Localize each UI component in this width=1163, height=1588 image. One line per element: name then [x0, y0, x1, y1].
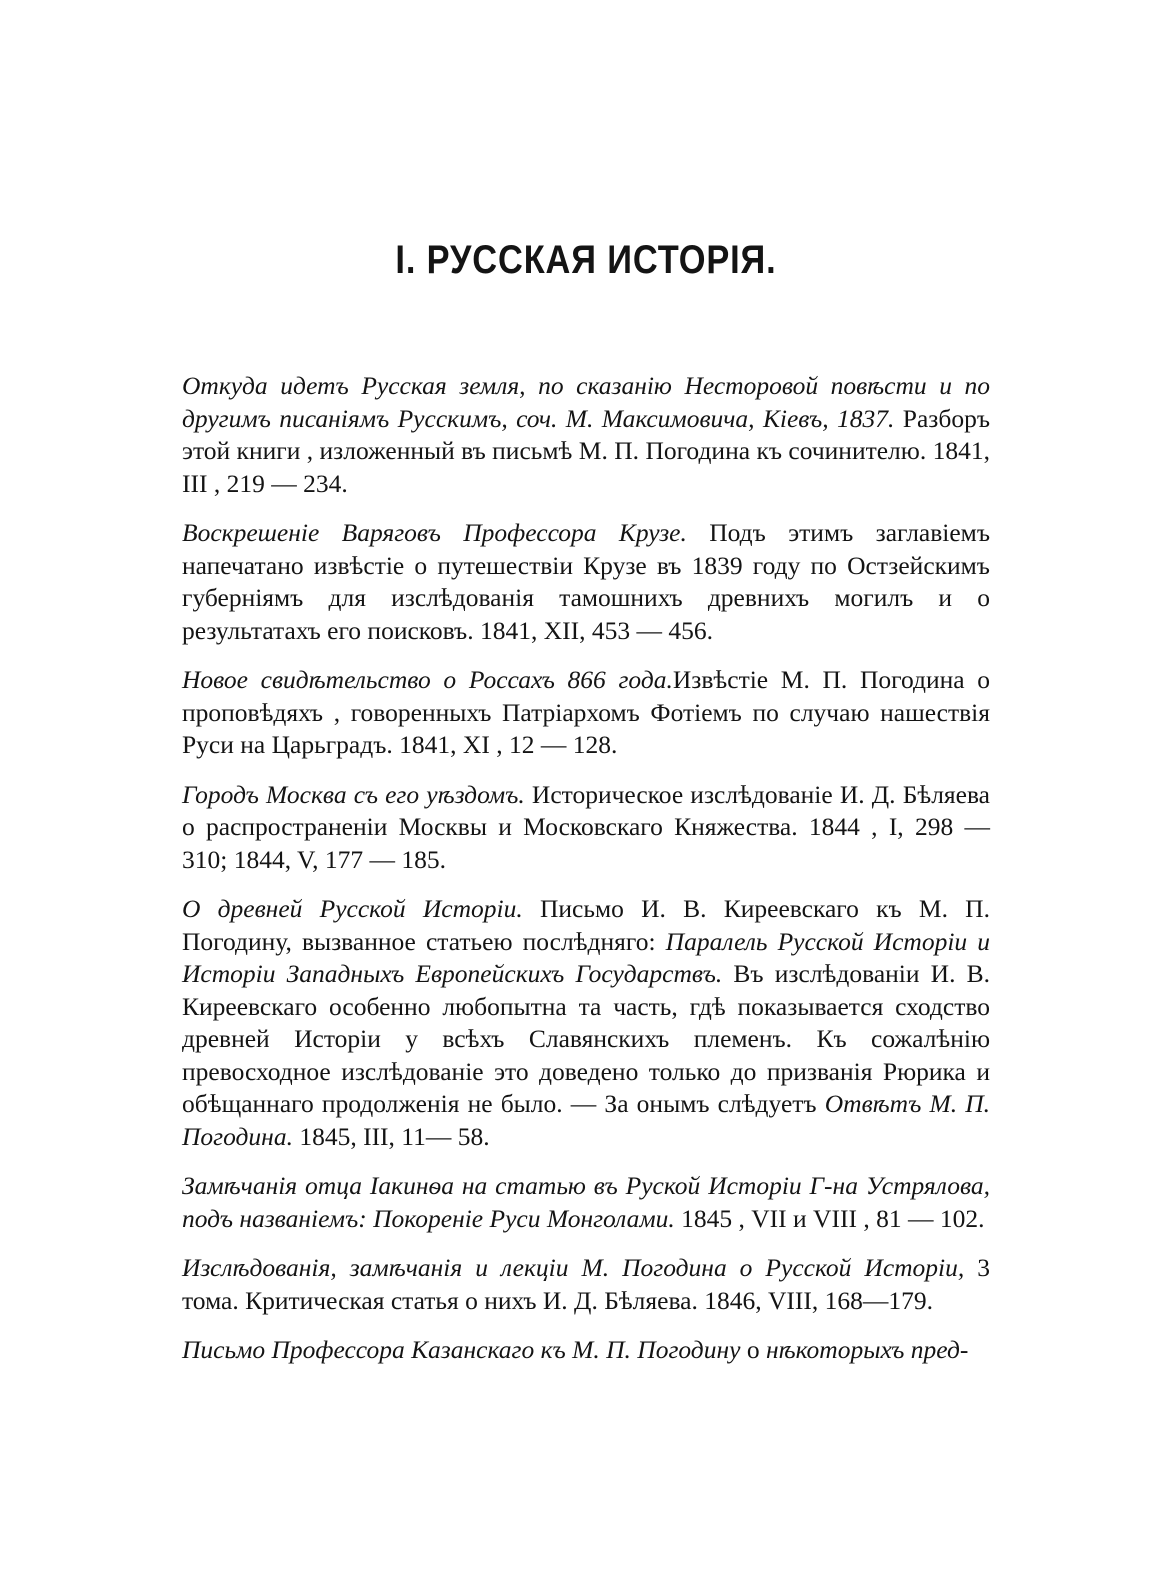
entry-title-text: Воскрешеніе Варяговъ Профессора Крузе. [182, 518, 687, 547]
entry-title-text: Откуда идетъ Русская земля, по сказанію Несторовой повѣсти и по другимъ писаніямъ Русскимъ, соч. М. Максимовича, Кіевъ, 1837. [182, 371, 990, 433]
entry-title-text: Городъ Москва съ его уѣздомъ. [182, 779, 525, 809]
entry-title-text: О древней Русской Исторіи. [182, 894, 523, 923]
entry-title-text: Письмо Профессора Казанскаго къ М. П. Погодину [182, 1335, 741, 1364]
entry-title-text: Новое свидѣтельство о Россахъ 866 года. [182, 665, 673, 694]
bibliography-entry [182, 1334, 990, 1367]
entry-body-text: Письмо И. В. Киреевскаго къ М. П. Погодину, вызванное статьею послѣдняго: [182, 894, 990, 956]
entry-title-text: Паралель Русской Исторіи и Исторіи Западныхъ Европейскихъ Государствъ. [182, 926, 990, 988]
bibliography-entry [182, 664, 990, 762]
section-heading: I. РУССКАЯ ИСТОРІЯ. [395, 238, 777, 282]
entry-body-text: 1845 , VII и VIII , 81 — 102. [674, 1203, 985, 1233]
entry-body-text: 1845, III, 11— 58. [292, 1121, 490, 1151]
entry-body-text: Историческое изслѣдованіе И. Д. Бѣляева о распространеніи Москвы и Московскаго Княжества. 1844 , I, 298 — 310; 1844, V, 177 — 185. [182, 779, 990, 874]
entry-title-text: Замѣчанія отца Іакинѳа на статью въ Руской Исторіи Г-на Устрялова, подъ названіемъ: Покореніе Руси Монголами. [182, 1171, 990, 1233]
bibliography-entry [182, 893, 990, 1153]
entry-body-text: Разборъ этой книги , изложенный въ письмѣ М. П. Погодина къ сочинителю. 1841, III , 219 — 234. [182, 403, 991, 498]
entry-body-text: о [740, 1335, 766, 1364]
bibliography-entry [182, 1252, 990, 1317]
entry-title-text: нѣкоторыхъ пред- [765, 1335, 969, 1364]
entry-title-text: Изслѣдованія, замѣчанія и лекціи М. Погодина о Русской Исторіи, [182, 1253, 965, 1282]
bibliography-entry [182, 1170, 990, 1235]
bibliography-entry [182, 517, 990, 647]
entry-body-text: Въ изслѣдованіи И. В. Киреевскаго особенно любопытна та часть, гдѣ показывается сходство древней Исторіи у всѣхъ Славянскихъ племенъ. Къ сожалѣнію превосходное изслѣдованіе это доведено только до призванія Рюрика и обѣщаннаго продолженія не было. — За онымъ слѣдуетъ [182, 959, 990, 1118]
entry-body-text: Извѣстіе М. П. Погодина о проповѣдяхъ , говоренныхъ Патріархомъ Фотіемъ по случаю нашествія Руси на Царьградъ. 1841, XI , 12 — 128. [182, 665, 990, 759]
bibliography-entry [182, 779, 990, 877]
bibliography-list [182, 370, 990, 1384]
entry-title-text: Отвѣтъ М. П. Погодина. [182, 1089, 991, 1151]
entry-body-text: Подъ этимъ заглавіемъ напечатано извѣстіе о путешествіи Крузе въ 1839 году по Остзейскимъ губерніямъ для изслѣдованія тамошнихъ древнихъ могилъ и о результатахъ его поисковъ. 1841, XII, 453 — 456. [182, 518, 991, 645]
entry-body-text: 3 тома. Критическая статья о нихъ И. Д. Бѣляева. 1846, VIII, 168—179. [182, 1253, 991, 1315]
bibliography-entry [182, 370, 990, 500]
